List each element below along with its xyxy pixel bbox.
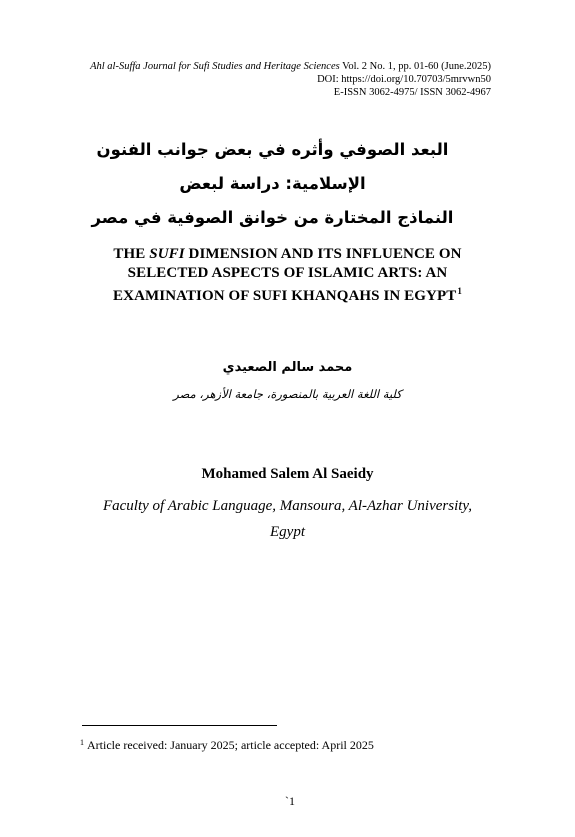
english-title — [60, 245, 515, 306]
arabic-title-line-1: البعد الصوفي وأثره في بعض جوانب الفنون الإسلامية: دراسة لبعض — [96, 140, 449, 193]
journal-name: Ahl al-Suffa Journal for Sufi Studies and Heritage Sciences — [90, 61, 340, 72]
arabic-title-line-2: النماذج المختارة من خوانق الصوفية في مصر — [91, 208, 454, 227]
english-title-line-3-text: EXAMINATION OF SUFI KHANQAHS IN EGYPT — [113, 288, 457, 304]
arabic-author-name: محمد سالم الصعيدي — [222, 360, 353, 375]
english-title-line-1-end: DIMENSION AND ITS INFLUENCE ON — [184, 246, 462, 262]
english-title-line-2: SELECTED ASPECTS OF ISLAMIC ARTS: AN — [127, 264, 448, 281]
english-title-line-3 — [60, 282, 515, 306]
footnote — [80, 735, 500, 753]
arabic-title — [60, 133, 485, 235]
doi-line: DOI: https://doi.org/10.70703/5mrvwn50 — [317, 74, 491, 86]
footnote-separator — [82, 725, 277, 726]
english-title-italic-word: SUFI — [149, 246, 185, 262]
journal-volume: Vol. 2 No. 1, pp. 01-60 (June.2025) — [339, 61, 491, 72]
english-author-name: Mohamed Salem Al Saeidy — [201, 466, 374, 482]
english-title-line-1 — [60, 245, 515, 264]
issn-line: E-ISSN 3062-4975/ ISSN 3062-4967 — [333, 87, 491, 99]
english-author-affiliation — [75, 493, 500, 545]
english-affiliation-line-1: Faculty of Arabic Language, Mansoura, Al-Azhar University, — [102, 498, 472, 514]
arabic-author-affiliation: كلية اللغة العربية بالمنصورة، جامعة الأزهر، مصر — [173, 387, 402, 401]
english-title-line-1-start: THE — [113, 246, 150, 262]
english-affiliation-line-2: Egypt — [270, 524, 305, 540]
footnote-text: Article received: January 2025; article accepted: April 2025 — [87, 738, 374, 752]
footnote-marker: 1 — [80, 738, 84, 747]
title-footnote-marker[interactable]: 1 — [457, 286, 462, 296]
journal-citation — [31, 60, 491, 73]
journal-header — [31, 60, 491, 100]
page-number: `1 — [285, 794, 295, 808]
